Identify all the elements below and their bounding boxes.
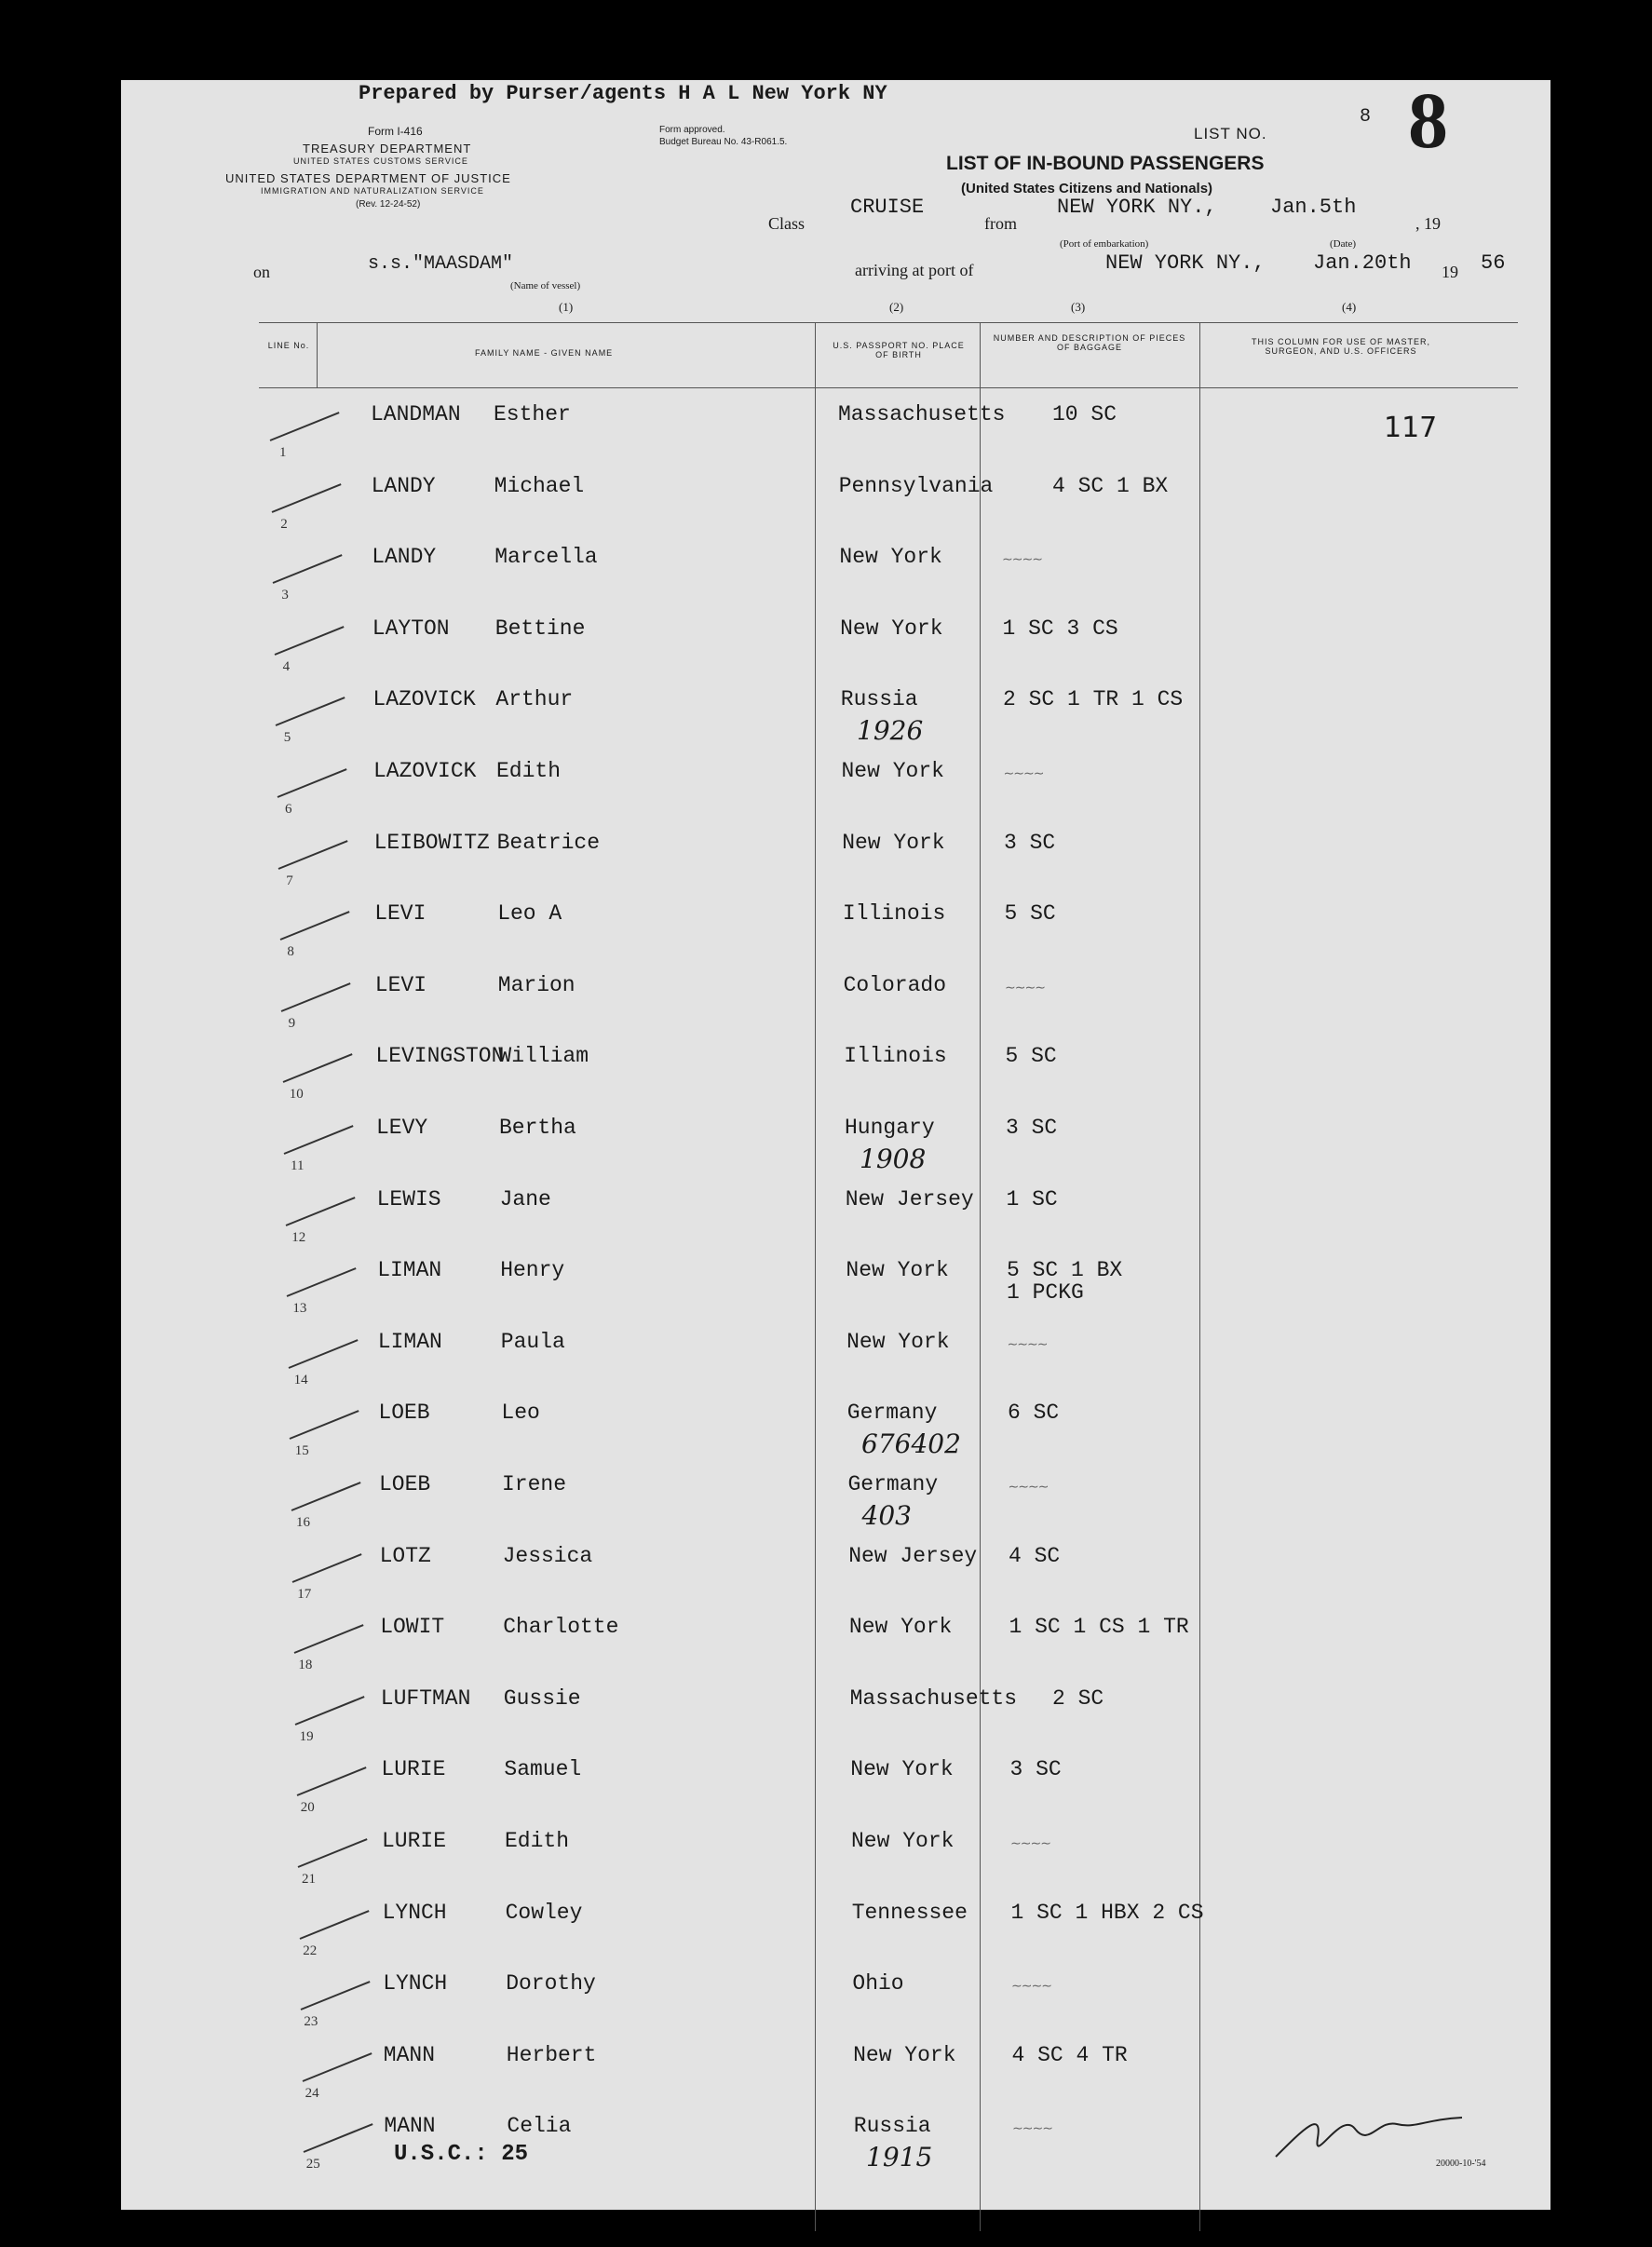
family-name: LOTZ: [379, 1543, 431, 1568]
vessel-caption: (Name of vessel): [510, 280, 581, 291]
place-of-birth: New York: [839, 545, 942, 570]
family-name: LEIBOWITZ: [373, 830, 490, 855]
check-mark: [301, 1981, 371, 2010]
family-name: LIMAN: [377, 1258, 442, 1283]
baggage: 5 SC: [1004, 901, 1056, 927]
given-name: Gussie: [503, 1685, 581, 1711]
line-number: 25: [305, 2157, 320, 2173]
baggage: ∼∼∼∼: [1012, 2122, 1052, 2137]
place-of-birth: Germany: [847, 1472, 939, 1496]
handwritten-note: 1908: [860, 1144, 927, 1174]
given-name: Edith: [505, 1829, 570, 1853]
line-number: 13: [292, 1301, 307, 1317]
place-of-birth: New York: [842, 830, 945, 855]
place-of-birth: Pennsylvania: [838, 473, 994, 498]
baggage: ∼∼∼∼: [1011, 1980, 1051, 1995]
baggage: 3 SC: [1009, 1757, 1062, 1782]
check-mark: [288, 1339, 358, 1369]
family-name: MANN: [384, 2114, 436, 2139]
arrival-year: 56: [1481, 251, 1506, 275]
given-name: Bertha: [499, 1116, 576, 1140]
list-no-label: LIST NO.: [1194, 125, 1267, 142]
given-name: Leo A: [497, 901, 562, 927]
family-name: LEWIS: [376, 1186, 441, 1211]
baggage: 4 SC: [1009, 1543, 1061, 1568]
family-name: LOEB: [379, 1472, 431, 1496]
place-of-birth: New York: [846, 1258, 949, 1283]
check-mark: [285, 1197, 355, 1226]
check-mark: [295, 1696, 365, 1726]
family-name: LANDY: [372, 545, 437, 570]
port-embark-caption: (Port of embarkation): [1060, 238, 1149, 250]
revision-date: (Rev. 12-24-52): [356, 199, 421, 210]
header-officers: THIS COLUMN FOR USE OF MASTER, SURGEON, AND U.S. OFFICERS: [1251, 337, 1430, 356]
baggage: 2 SC 1 TR 1 CS: [1003, 687, 1184, 712]
form-number: Form I-416: [368, 125, 423, 138]
baggage: 5 SC: [1005, 1044, 1057, 1069]
family-name: LYNCH: [383, 1971, 448, 1997]
arriving-label: arriving at port of: [855, 261, 974, 279]
place-of-birth: Ohio: [852, 1971, 904, 1997]
family-name: LURIE: [382, 1829, 447, 1853]
given-name: Henry: [500, 1258, 565, 1283]
given-name: Marion: [497, 972, 575, 997]
family-name: LOEB: [378, 1401, 430, 1426]
line-number: 5: [283, 730, 291, 746]
column-number-1: (1): [559, 300, 574, 314]
header-line-no: LINE No.: [267, 341, 310, 350]
prepared-by: Prepared by Purser/agents H A L New York NY: [359, 82, 887, 105]
family-name: LEVI: [374, 901, 427, 927]
baggage-extra: 1 PCKG: [1007, 1280, 1084, 1306]
family-name: LURIE: [381, 1757, 446, 1782]
place-of-birth: Hungary: [845, 1116, 935, 1140]
family-name: LYNCH: [382, 1900, 447, 1925]
given-name: Irene: [502, 1472, 567, 1496]
place-of-birth: Colorado: [843, 972, 947, 997]
place-of-birth: New York: [850, 1757, 954, 1782]
header-passport: U.S. PASSPORT NO. PLACE OF BIRTH: [833, 341, 965, 359]
place-of-birth: New York: [840, 616, 943, 641]
baggage: 1 SC 3 CS: [1002, 616, 1118, 641]
baggage: 4 SC 1 BX: [1052, 473, 1169, 498]
place-of-birth: New York: [851, 1829, 955, 1853]
baggage: ∼∼∼∼: [1008, 1481, 1049, 1495]
check-mark: [299, 1910, 369, 1940]
list-subtitle: (United States Citizens and Nationals): [961, 181, 1213, 196]
baggage: 3 SC: [1004, 830, 1056, 855]
baggage: 4 SC 4 TR: [1011, 2042, 1128, 2067]
form-print-code: 20000-10-'54: [1436, 2159, 1486, 2169]
family-name: LEVINGSTON: [375, 1044, 505, 1069]
given-name: Dorothy: [506, 1971, 596, 1997]
handwritten-note: 1926: [857, 715, 924, 747]
place-of-birth: New Jersey: [845, 1186, 974, 1211]
line-number: 17: [297, 1586, 312, 1602]
col-divider: [317, 322, 318, 387]
check-mark: [279, 911, 349, 941]
place-of-birth: Massachusetts: [849, 1685, 1018, 1711]
check-mark: [292, 1553, 362, 1583]
on-label: on: [253, 263, 270, 281]
baggage: 1 SC: [1006, 1186, 1058, 1211]
vessel-name: s.s."MAASDAM": [368, 253, 514, 275]
handwritten-note: 1915: [866, 2142, 933, 2173]
baggage: 2 SC: [1052, 1685, 1104, 1711]
handwritten-note: 403: [861, 1500, 912, 1531]
treasury-dept: TREASURY DEPARTMENT: [303, 142, 472, 156]
check-mark: [274, 626, 344, 656]
place-of-birth: Russia: [853, 2114, 931, 2139]
line-number: 24: [305, 2085, 319, 2101]
check-mark: [277, 768, 346, 798]
line-number: 23: [304, 2014, 318, 2030]
check-mark: [276, 697, 345, 726]
check-mark: [271, 483, 341, 513]
line-number: 3: [281, 588, 289, 603]
family-name: LAZOVICK: [373, 759, 477, 783]
check-mark: [278, 840, 348, 870]
check-mark: [281, 982, 351, 1012]
place-of-birth: New Jersey: [848, 1543, 978, 1568]
line-number: 20: [300, 1800, 315, 1816]
usc-total: U.S.C.: 25: [394, 2142, 529, 2167]
immigration-service: IMMIGRATION AND NATURALIZATION SERVICE: [261, 186, 484, 196]
line-number: 11: [291, 1158, 305, 1173]
arrival-port: NEW YORK NY.,: [1105, 251, 1266, 275]
place-of-birth: Germany: [846, 1401, 938, 1426]
line-number: 19: [299, 1728, 314, 1744]
family-name: LEVI: [374, 972, 427, 997]
given-name: Beatrice: [496, 830, 601, 855]
line-number: 4: [282, 658, 291, 674]
line-number: 18: [298, 1658, 313, 1673]
header-baggage: NUMBER AND DESCRIPTION OF PIECES OF BAGGAGE: [993, 333, 1186, 352]
check-mark: [302, 2052, 372, 2082]
place-of-birth: Massachusetts: [838, 402, 1006, 426]
baggage: 1 SC 1 HBX 2 CS: [1010, 1900, 1204, 1925]
check-mark: [270, 412, 340, 441]
place-of-birth: New York: [853, 2042, 956, 2067]
family-name: LANDY: [371, 473, 436, 498]
given-name: Esther: [494, 402, 571, 426]
given-name: Edith: [496, 759, 562, 783]
place-of-birth: Russia: [840, 687, 918, 712]
place-of-birth: New York: [841, 759, 944, 783]
baggage: ∼∼∼∼: [1005, 981, 1045, 995]
from-label: from: [984, 214, 1017, 233]
table-header-rule: [259, 387, 1518, 388]
family-name: LOWIT: [380, 1615, 445, 1640]
column-number-4: (4): [1342, 300, 1357, 314]
customs-service: UNITED STATES CUSTOMS SERVICE: [293, 156, 468, 166]
line-number: 16: [296, 1515, 310, 1530]
list-no-small: 8: [1360, 106, 1372, 128]
check-mark: [296, 1766, 366, 1796]
given-name: Cowley: [505, 1900, 583, 1925]
baggage: 3 SC: [1006, 1116, 1058, 1140]
family-name: LUFTMAN: [380, 1685, 471, 1711]
place-of-birth: Tennessee: [851, 1900, 968, 1925]
place-of-birth: Illinois: [842, 901, 946, 927]
line-number: 7: [286, 873, 293, 888]
given-name: Paula: [500, 1329, 565, 1354]
place-of-birth: New York: [848, 1615, 953, 1640]
list-title: LIST OF IN-BOUND PASSENGERS: [946, 153, 1265, 174]
given-name: Herbert: [506, 2042, 597, 2067]
family-name: MANN: [383, 2042, 436, 2067]
given-name: Michael: [494, 473, 585, 498]
table-top-rule: [259, 322, 1518, 323]
col-divider: [980, 322, 981, 2231]
check-mark: [293, 1624, 363, 1654]
baggage: 6 SC: [1008, 1401, 1060, 1426]
check-mark: [298, 1838, 368, 1868]
place-of-birth: New York: [846, 1329, 950, 1354]
from-date: Jan.5th: [1270, 196, 1357, 219]
line-number: 12: [291, 1229, 306, 1245]
line-number: 8: [287, 944, 294, 960]
class-value: CRUISE: [850, 196, 925, 219]
given-name: Arthur: [495, 687, 574, 712]
handwritten-note: 676402: [861, 1428, 961, 1460]
baggage: 10 SC: [1052, 402, 1117, 426]
given-name: Marcella: [494, 545, 598, 570]
check-mark: [304, 2123, 373, 2153]
column-number-3: (3): [1071, 300, 1086, 314]
line-number: 1: [279, 445, 287, 460]
from-port: NEW YORK NY.,: [1057, 196, 1217, 219]
col-divider: [815, 322, 816, 2231]
given-name: Samuel: [504, 1757, 582, 1782]
family-name: LIMAN: [377, 1329, 442, 1354]
given-name: Bettine: [494, 616, 586, 641]
officer-annotation: 117: [1384, 412, 1438, 444]
line-number: 15: [294, 1443, 309, 1459]
form-approved: Form approved.: [659, 125, 725, 135]
baggage: ∼∼∼∼: [1007, 1337, 1048, 1352]
given-name: Celia: [507, 2114, 572, 2139]
arrival-date: Jan.20th: [1313, 251, 1412, 275]
given-name: William: [498, 1044, 589, 1069]
baggage: 5 SC 1 BX: [1007, 1258, 1123, 1283]
line-number: 10: [289, 1087, 304, 1103]
arrival-year-prefix: 19: [1442, 263, 1458, 281]
place-of-birth: Illinois: [844, 1044, 947, 1069]
col-divider: [1199, 322, 1200, 2231]
class-label: Class: [768, 214, 806, 233]
year-label: , 19: [1415, 214, 1441, 233]
check-mark: [273, 554, 343, 584]
line-number: 14: [293, 1372, 308, 1387]
check-mark: [291, 1482, 360, 1511]
check-mark: [290, 1410, 359, 1440]
family-name: LAZOVICK: [372, 687, 476, 712]
family-name: LAYTON: [372, 616, 450, 641]
check-mark: [282, 1053, 352, 1083]
column-number-2: (2): [889, 300, 904, 314]
check-mark: [287, 1267, 357, 1297]
family-name: LEVY: [376, 1116, 428, 1140]
line-number: 22: [303, 1942, 318, 1958]
budget-bureau: Budget Bureau No. 43-R061.5.: [659, 137, 788, 147]
baggage: ∼∼∼∼: [1002, 553, 1042, 568]
line-number: 6: [285, 802, 292, 817]
line-number: 2: [280, 516, 288, 532]
date-caption: (Date): [1330, 238, 1357, 250]
header-name: FAMILY NAME - GIVEN NAME: [475, 348, 614, 358]
family-name: LANDMAN: [371, 402, 461, 426]
baggage: 1 SC 1 CS 1 TR: [1009, 1615, 1189, 1640]
given-name: Charlotte: [503, 1615, 619, 1640]
check-mark: [284, 1125, 354, 1155]
line-number: 9: [288, 1015, 296, 1031]
given-name: Jessica: [502, 1543, 593, 1568]
baggage: ∼∼∼∼: [1010, 1837, 1050, 1851]
justice-dept: UNITED STATES DEPARTMENT OF JUSTICE: [225, 171, 511, 185]
line-number: 21: [302, 1872, 316, 1887]
baggage: ∼∼∼∼: [1003, 767, 1044, 781]
given-name: Leo: [501, 1401, 540, 1426]
officer-signature: [1266, 2091, 1471, 2166]
list-no-big: 8: [1408, 75, 1448, 165]
manifest-sheet: [121, 75, 1550, 2210]
given-name: Jane: [499, 1186, 551, 1211]
